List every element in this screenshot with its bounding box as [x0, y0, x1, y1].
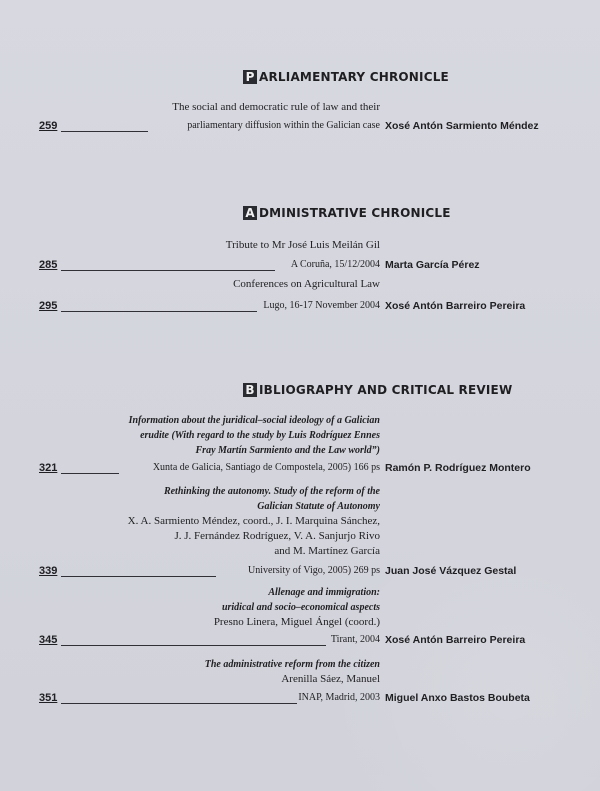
- page-number: 295: [39, 300, 58, 312]
- detail-line: X. A. Sarmiento Méndez, coord., J. I. Marquina Sánchez,: [127, 515, 380, 527]
- author-name: Marta García Pérez: [385, 259, 480, 271]
- page-row: [39, 257, 380, 273]
- entry-351: [39, 657, 559, 706]
- entry-text-block: [39, 100, 380, 115]
- entry-text-block: [39, 585, 380, 630]
- entry-text-block: [39, 484, 380, 559]
- leader-line: [61, 131, 148, 132]
- author-name: Xosé Antón Barreiro Pereira: [385, 300, 526, 312]
- section-title: IBLIOGRAPHY AND CRITICAL REVIEW: [259, 383, 513, 397]
- section-title: DMINISTRATIVE CHRONICLE: [259, 206, 451, 220]
- page-row: [39, 118, 380, 134]
- section-initial: P: [243, 70, 257, 84]
- title-line: Rethinking the autonomy. Study of the reform of the: [163, 486, 380, 497]
- author-name: Xosé Antón Barreiro Pereira: [385, 634, 526, 646]
- section-title: ARLIAMENTARY CHRONICLE: [259, 70, 449, 84]
- title-line: Galician Statute of Autonomy: [257, 501, 380, 512]
- page-row: [39, 563, 380, 579]
- entry-339: [39, 484, 559, 579]
- entry-text-block: [39, 238, 380, 253]
- title-line: Tribute to Mr José Luis Meilán Gil: [225, 239, 380, 251]
- detail-line: Arenilla Sáez, Manuel: [281, 673, 380, 685]
- page-row: [39, 690, 380, 706]
- detail-line: and M. Martínez García: [274, 545, 380, 557]
- title-line: Conferences on Agricultural Law: [233, 278, 380, 290]
- leader-line: [61, 270, 275, 271]
- page-row: [39, 460, 380, 476]
- title-line: Information about the juridical–social ideology of a Galician: [128, 415, 380, 426]
- detail-line: parliamentary diffusion within the Galician case: [187, 120, 380, 131]
- leader-line: [61, 576, 216, 577]
- entry-321: [39, 413, 559, 476]
- title-line: Fray Martín Sarmiento and the Law world”): [195, 445, 380, 456]
- title-line: erudite (With regard to the study by Luis Rodríguez Ennes: [140, 430, 380, 441]
- page-row: [39, 632, 380, 648]
- detail-line: INAP, Madrid, 2003: [298, 692, 380, 703]
- detail-line: Xunta de Galicia, Santiago de Compostela, 2005) 166 ps: [152, 462, 380, 473]
- detail-line: Lugo, 16-17 November 2004: [263, 300, 380, 311]
- page-number: 351: [39, 692, 58, 704]
- entry-text-block: [39, 657, 380, 687]
- page-number: 321: [39, 462, 58, 474]
- leader-line: [61, 703, 297, 704]
- detail-line: J. J. Fernández Rodríguez, V. A. Sanjurjo Rivo: [174, 530, 380, 542]
- entry-345: [39, 585, 559, 648]
- author-name: Ramón P. Rodríguez Montero: [385, 462, 531, 474]
- title-line: The social and democratic rule of law and their: [172, 101, 380, 113]
- leader-line: [61, 473, 119, 474]
- leader-line: [61, 645, 326, 646]
- page-number: 339: [39, 565, 58, 577]
- page-row: [39, 298, 380, 314]
- page-number: 259: [39, 120, 58, 132]
- section-initial: B: [243, 383, 257, 397]
- detail-line: Presno Linera, Miguel Ángel (coord.): [213, 616, 380, 628]
- entry-285: [39, 238, 559, 273]
- author-name: Xosé Antón Sarmiento Méndez: [385, 120, 539, 132]
- entry-text-block: [39, 413, 380, 458]
- section-header-parliamentary: [243, 70, 449, 84]
- title-line: uridical and socio–economical aspects: [221, 602, 380, 613]
- title-line: Allenage and immigration:: [268, 587, 380, 598]
- author-name: Juan José Vázquez Gestal: [385, 565, 517, 577]
- leader-line: [61, 311, 257, 312]
- title-line: The administrative reform from the citizen: [204, 659, 380, 670]
- section-header-bibliography: [243, 383, 512, 397]
- page-number: 345: [39, 634, 58, 646]
- section-initial: A: [243, 206, 257, 220]
- detail-line: A Coruña, 15/12/2004: [290, 259, 380, 270]
- page-number: 285: [39, 259, 58, 271]
- detail-line: Tirant, 2004: [330, 634, 380, 645]
- author-name: Miguel Anxo Bastos Boubeta: [385, 692, 530, 704]
- detail-line: University of Vigo, 2005) 269 ps: [248, 565, 380, 576]
- entry-259: [39, 100, 559, 134]
- section-header-administrative: [243, 206, 451, 220]
- entry-295: [39, 277, 559, 314]
- entry-text-block: [39, 277, 380, 292]
